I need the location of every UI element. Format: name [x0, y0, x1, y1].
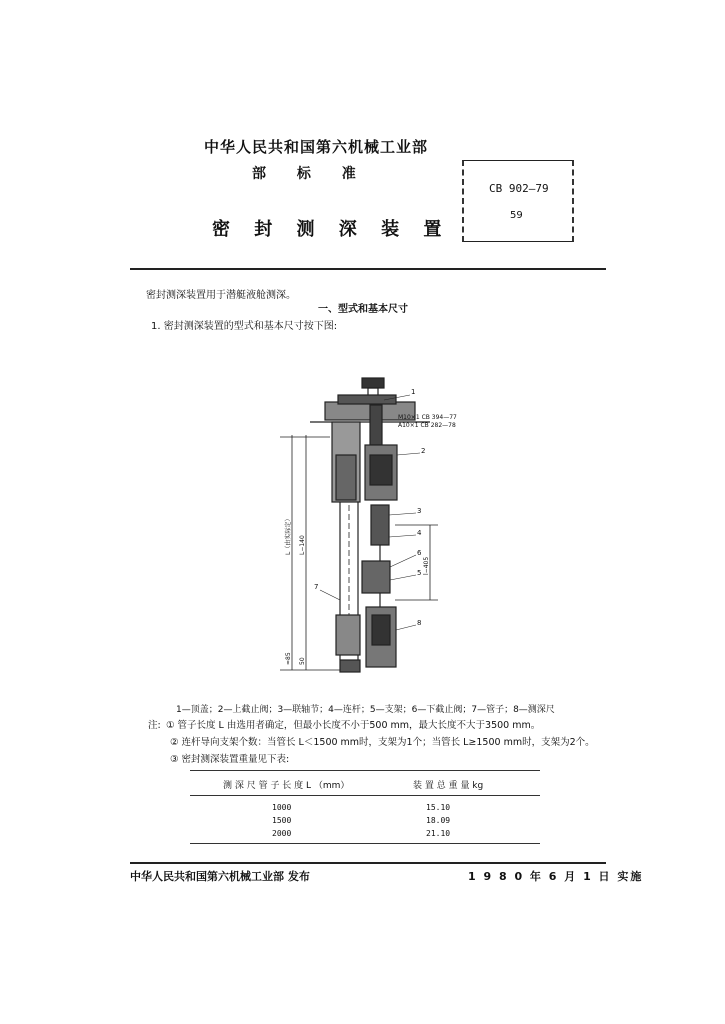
callout-5: 5 — [417, 569, 422, 577]
dim-right-length: l−405 — [423, 556, 430, 575]
callout-2: 2 — [421, 447, 426, 455]
standard-code: CB 902—79 — [489, 182, 549, 195]
note-1: ① 管子长度 L 由选用者确定，但最小长度不小于500 mm，最大长度不大于3500 mm。 — [166, 720, 541, 731]
table-cell-weight: 15.10 — [426, 803, 451, 812]
table-cell-length: 1500 — [272, 816, 292, 825]
page-number: 59 — [510, 210, 523, 221]
table-header-length: 测 深 尺 管 子 长 度 L （mm） — [223, 781, 350, 791]
intro-paragraph: 密封测深装置用于潜艇液舱测深。 — [146, 290, 296, 301]
table-cell-weight: 21.10 — [426, 829, 451, 838]
note-3: ③ 密封测深装置重量见下表: — [170, 754, 290, 765]
note-2: ② 连杆导向支架个数：当管长 L＜1500 mm时，支架为1个；当管长 L≥1500 mm时，支架为2个。 — [170, 737, 595, 748]
notes-label: 注: — [148, 720, 161, 731]
table-bottom-rule — [190, 843, 540, 844]
table-header-rule — [190, 795, 540, 796]
standard-type: 部 标 准 — [252, 166, 356, 182]
section-title: 一、型式和基本尺寸 — [318, 304, 408, 315]
header-rule — [130, 268, 606, 270]
standard-code-box — [462, 160, 574, 242]
figure-legend: 1—顶盖；2—上截止阀；3—联轴节；4—连杆；5—支架；6—下截止阀；7—管子；8—测深尺 — [176, 705, 555, 715]
callout-6: 6 — [417, 549, 422, 557]
table-top-rule — [190, 770, 540, 771]
callout-3: 3 — [417, 507, 422, 515]
callout-1: 1 — [411, 388, 416, 396]
thread-ref-1: M10×1 CB 394—77 — [398, 414, 457, 421]
ministry-name: 中华人民共和国第六机械工业部 — [204, 138, 429, 156]
dim-total-length: L（由实际定） — [285, 515, 292, 555]
document-title: 密 封 测 深 装 置 — [212, 219, 451, 240]
footer-date: 1 9 8 0 年 6 月 1 日 实施 — [468, 870, 644, 883]
clause-1: 1. 密封测深装置的型式和基本尺寸按下图: — [151, 321, 338, 332]
device-drawing — [270, 375, 510, 685]
table-cell-weight: 18.09 — [426, 816, 451, 825]
footer-rule — [130, 862, 606, 864]
callout-4: 4 — [417, 529, 422, 537]
callout-7: 7 — [314, 583, 319, 591]
dim-b: 50 — [299, 657, 306, 665]
footer-issuer: 中华人民共和国第六机械工业部 发布 — [130, 870, 310, 883]
dim-mid-length: L−140 — [299, 535, 306, 555]
callout-8: 8 — [417, 619, 422, 627]
thread-ref-2: A10×1 CB 282—78 — [398, 422, 456, 429]
dim-a: ≈85 — [285, 652, 292, 665]
table-cell-length: 2000 — [272, 829, 292, 838]
table-cell-length: 1000 — [272, 803, 292, 812]
table-header-weight: 装 置 总 重 量 kg — [413, 781, 484, 791]
